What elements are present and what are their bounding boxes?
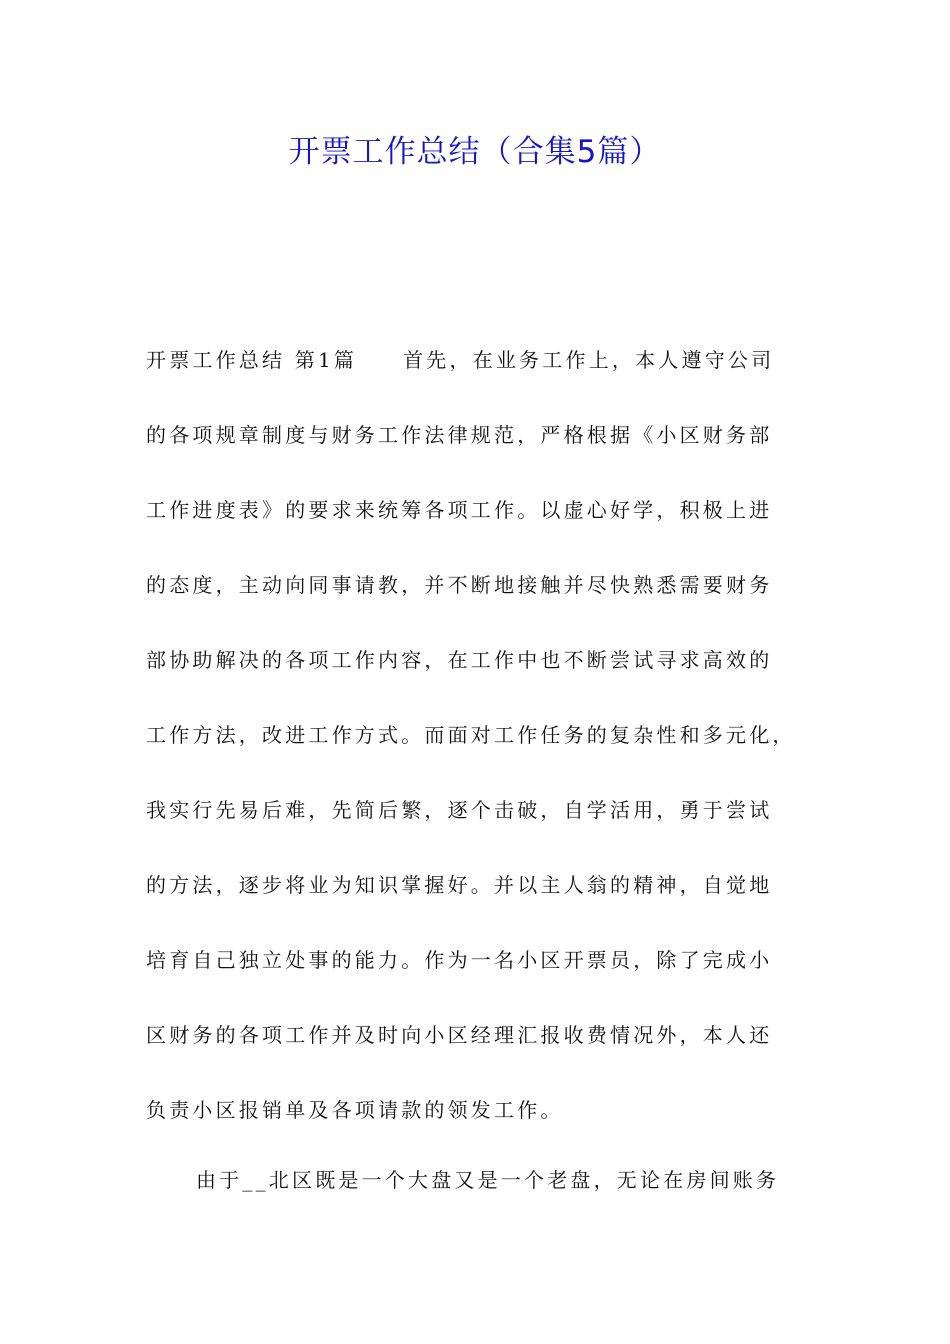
paragraph-line: 的态度，主动向同事请教，并不断地接触并尽快熟悉需要财务 (146, 573, 773, 597)
line-text: 首先，在业务工作上，本人遵守公司 (403, 348, 775, 372)
document-title: 开票工作总结（合集5篇） (288, 134, 662, 170)
paragraph-line: 培育自己独立处事的能力。作为一名小区开票员，除了完成小 (146, 948, 773, 972)
paragraph-line: 的各项规章制度与财务工作法律规范，严格根据《小区财务部 (146, 423, 773, 447)
paragraph-line: 工作进度表》的要求来统筹各项工作。以虚心好学，积极上进 (146, 498, 773, 522)
paragraph-2 (146, 1143, 806, 1218)
paragraph-line: 的方法，逐步将业为知识掌握好。并以主人翁的精神，自觉地 (146, 873, 773, 897)
paragraph-line: 区财务的各项工作并及时向小区经理汇报收费情况外，本人还 (146, 1023, 773, 1047)
paragraph-line: 部协助解决的各项工作内容，在工作中也不断尝试寻求高效的 (146, 648, 773, 672)
paragraph-1 (146, 323, 806, 1148)
paragraph-line (146, 323, 806, 398)
paragraph-line: 由于__北区既是一个大盘又是一个老盘，无论在房间账务 (196, 1168, 780, 1192)
paragraph-line: 我实行先易后难，先简后繁，逐个击破，自学活用，勇于尝试 (146, 798, 773, 822)
paragraph-line: 工作方法，改进工作方式。而面对工作任务的复杂性和多元化， (146, 723, 796, 747)
section-heading: 开票工作总结 第1篇 (146, 348, 358, 372)
paragraph-line: 负责小区报销单及各项请款的领发工作。 (146, 1098, 564, 1122)
